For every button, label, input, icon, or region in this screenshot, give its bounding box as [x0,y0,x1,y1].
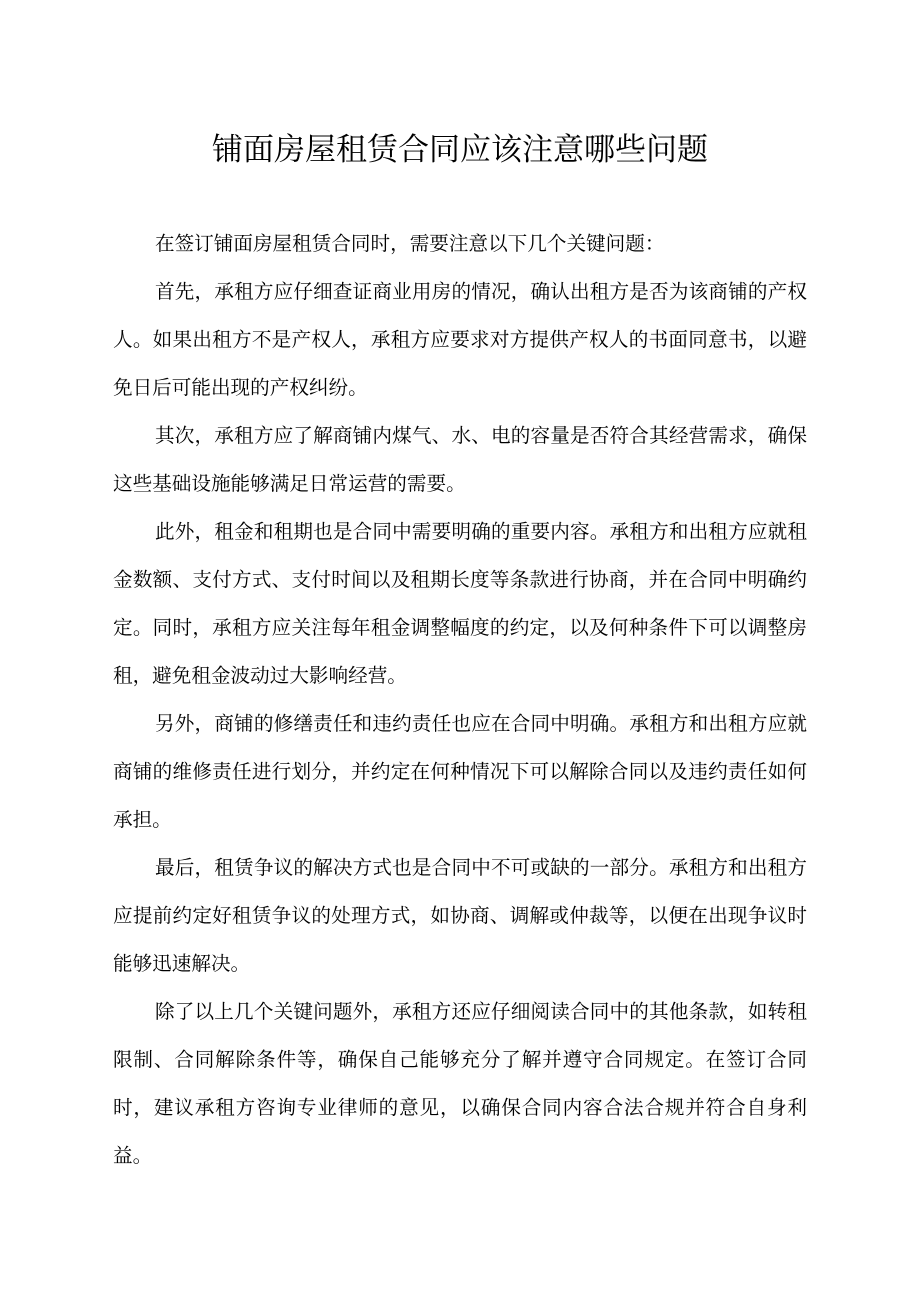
document-body [113,220,807,1180]
paragraph-other-terms: 除了以上几个关键问题外，承租方还应仔细阅读合同中的其他条款，如转租限制、合同解除条件等，确保自己能够充分了解并遵守合同规定。在签订合同时，建议承租方咨询专业律师的意见，以确保合同内容合法合规并符合自身利益。 [113,1000,807,1167]
paragraph-repair-and-breach: 另外，商铺的修缮责任和违约责任也应在合同中明确。承租方和出租方应就商铺的维修责任进行划分，并约定在何种情况下可以解除合同以及违约责任如何承担。 [113,712,807,831]
paragraph-ownership: 首先，承租方应仔细查证商业用房的情况，确认出租方是否为该商铺的产权人。如果出租方不是产权人，承租方应要求对方提供产权人的书面同意书，以避免日后可能出现的产权纠纷。 [113,280,807,399]
document-title: 铺面房屋租赁合同应该注意哪些问题 [212,132,708,168]
paragraph-utilities: 其次，承租方应了解商铺内煤气、水、电的容量是否符合其经营需求，确保这些基础设施能够满足日常运营的需要。 [113,424,807,495]
paragraph-dispute-resolution: 最后，租赁争议的解决方式也是合同中不可或缺的一部分。承租方和出租方应提前约定好租赁争议的处理方式，如协商、调解或仲裁等，以便在出现争议时能够迅速解决。 [113,856,807,975]
paragraph-intro: 在签订铺面房屋租赁合同时，需要注意以下几个关键问题： [155,232,665,255]
paragraph-rent-and-term: 此外，租金和租期也是合同中需要明确的重要内容。承租方和出租方应就租金数额、支付方式、支付时间以及租期长度等条款进行协商，并在合同中明确约定。同时，承租方应关注每年租金调整幅度的约定，以及何种条件下可以调整房租，避免租金波动过大影响经营。 [113,520,807,687]
